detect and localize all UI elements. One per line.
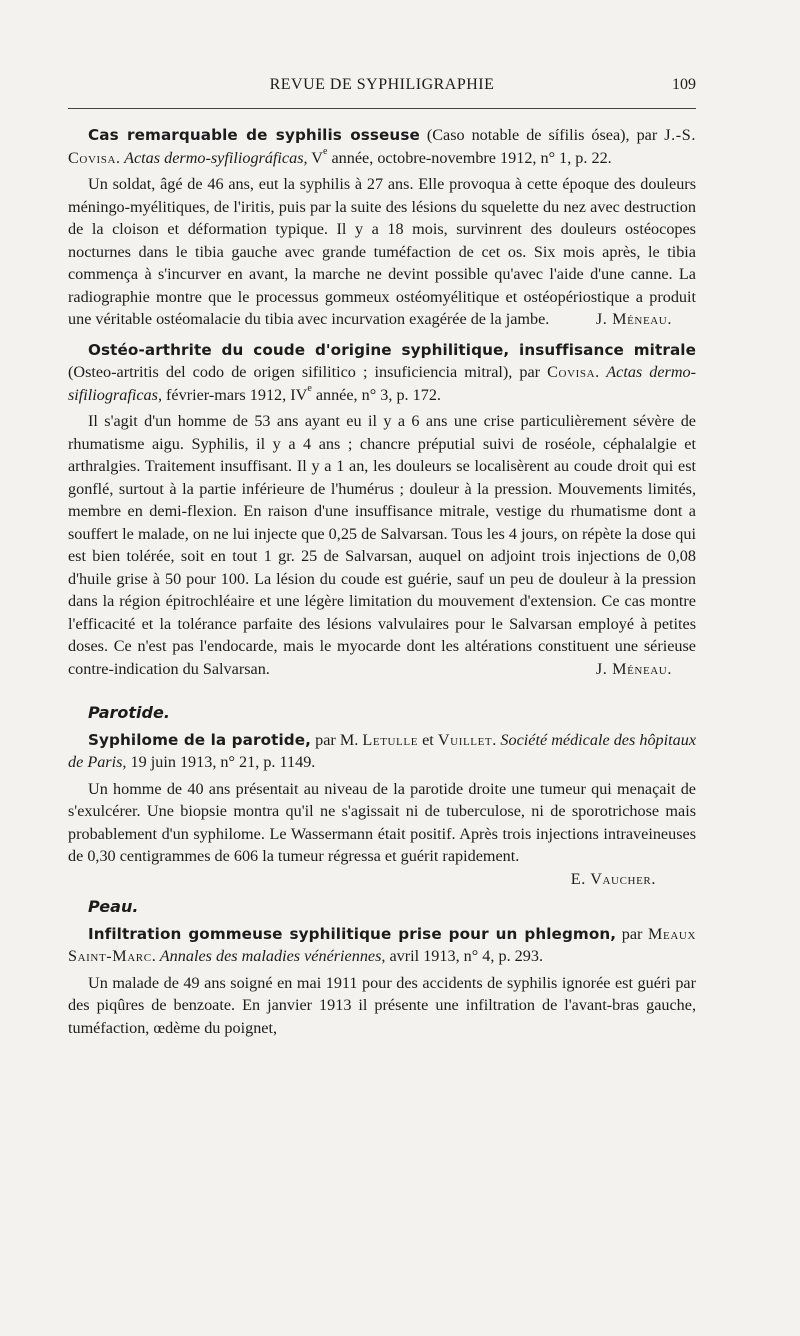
page-body bbox=[68, 124, 696, 1039]
journal-name: Actas dermo-sifiliograficas, bbox=[68, 363, 697, 404]
author-name: Letulle bbox=[362, 730, 419, 749]
entry-body: Un homme de 40 ans présentait au niveau de la parotide droite une tumeur qui menaçait de s'exulcérer. Une biopsie montra qu'il ne s'agissait ni de tuberculose, ni de sporotrichose mais probablement d'un syphilome. Le Wassermann était positif. Après trois injections intraveineuses de 0,30 centigrammes de 606 la tumeur régressa et guérit rapidement. bbox=[68, 779, 696, 865]
entry-title: Syphilome de la parotide, bbox=[88, 730, 312, 749]
journal-name: Société médicale des hôpitaux de Paris, bbox=[68, 730, 697, 771]
author-name: Covisa bbox=[547, 363, 596, 381]
entry-citation-syphilis-osseuse: Cas remarquable de syphilis osseuse (Caso notable de sífilis ósea), par J.-S. Covisa. Actas dermo-syfiliográficas, Ve année, octobre-novembre 1912, n° 1, p. 22. bbox=[68, 126, 697, 167]
author-name: Meaux Saint-Marc bbox=[68, 924, 696, 965]
entry-citation-syphilome-parotide: Syphilome de la parotide, par M. Letulle et Vuillet. Société médicale des hôpitaux de Paris, 19 juin 1913, n° 21, p. 1149. bbox=[68, 730, 697, 771]
entry-citation-infiltration-gommeuse: Infiltration gommeuse syphilitique prise pour un phlegmon, par Meaux Saint-Marc. Annales des maladies vénériennes, avril 1913, n° 4, p. 293. bbox=[68, 924, 696, 965]
section-heading-peau: Peau. bbox=[88, 897, 139, 916]
entry-title: Cas remarquable de syphilis osseuse bbox=[88, 126, 420, 144]
entry-body: Il s'agit d'un homme de 53 ans ayant eu il y a 6 ans une crise particulièrement sévère de rhumatisme aigu. Syphilis, il y a 4 ans ; chancre préputial suivi de roséole, céphalalgie et arthralgies. Traitement insuffisant. Il y a 1 an, les douleurs se localisèrent au coude droit qui est gonflé, surtout à la partie inférieure de l'humérus ; douleur à la pression. Mouvements limités, membre en demi-flexion. En raison d'une insuffisance mitrale, vestige du rhumatisme dont a souffert le malade, on ne lui injecte que 0,25 de Salvarsan. Tous les 4 jours, on répète la dose qui est bien tolérée, soit en tout 1 gr. 25 de Salvarsan, auquel on adjoint trois injections de 0,08 d'huile grise à 50 pour 100. La lésion du coude est guérie, sauf un peu de douleur à la pression dans la région épitrochléaire et une légère limitation du mouvement d'extension. Ce cas montre l'efficacité et la tolérance parfaite des lésions valvulaires pour le Salvarsan employé à petites doses. Ce n'est pas l'endocarde, mais le myocarde dont les altérations constituent une sérieuse contre-indication du Salvarsan. J. Méneau. bbox=[68, 410, 696, 680]
entry-citation-osteo-arthrite: Ostéo-arthrite du coude d'origine syphilitique, insuffisance mitrale (Osteo-artritis del codo de origen sifilitico ; insuficiencia mitral), par Covisa. Actas dermo-sifiliograficas, février-mars 1912, IVe année, n° 3, p. 172. bbox=[68, 340, 697, 404]
author-name: J.-S. Covisa bbox=[68, 126, 697, 167]
header-rule bbox=[68, 108, 696, 109]
signature: E. Vaucher. bbox=[570, 869, 656, 888]
running-header bbox=[68, 76, 696, 100]
running-title: REVUE DE SYPHILIGRAPHIE bbox=[269, 76, 495, 93]
signature: J. Méneau. bbox=[595, 659, 672, 678]
author-name: Vuillet bbox=[437, 730, 493, 749]
journal-name: Actas dermo-syfiliográficas, bbox=[124, 148, 308, 167]
page-number: 109 bbox=[672, 76, 696, 93]
entry-title: Infiltration gommeuse syphilitique prise pour un phlegmon, bbox=[88, 924, 617, 943]
section-heading-parotide: Parotide. bbox=[88, 703, 170, 722]
entry-body: Un soldat, âgé de 46 ans, eut la syphilis à 27 ans. Elle provoqua à cette époque des douleurs méningo-myélitiques, de l'iritis, puis par la suite des lésions du squelette du nez avec destruction de la cloison et déformation typique. Il y a 18 mois, survinrent des douleurs ostéocopes nocturnes dans le tibia gauche avec grande tuméfaction de cet os. Six mois après, le tibia commença à s'incurver en avant, la marche ne devint possible qu'avec l'aide d'une canne. La radiographie montre que le processus gommeux ostéomyélitique et ostéopériostique a produit une véritable ostéomalacie du tibia avec incurvation exagérée de la jambe. J. Méneau. bbox=[68, 173, 696, 331]
entry-title: Ostéo-arthrite du coude d'origine syphilitique, insuffisance mitrale bbox=[88, 340, 696, 359]
entry-body: Un malade de 49 ans soigné en mai 1911 pour des accidents de syphilis ignorée est guéri par des piqûres de benzoate. En janvier 1913 il présente une infiltration de l'avant-bras gauche, tuméfaction, œdème du poignet, bbox=[68, 973, 696, 1037]
signature: J. Méneau. bbox=[595, 310, 672, 328]
journal-name: Annales des maladies vénériennes, bbox=[159, 947, 386, 965]
